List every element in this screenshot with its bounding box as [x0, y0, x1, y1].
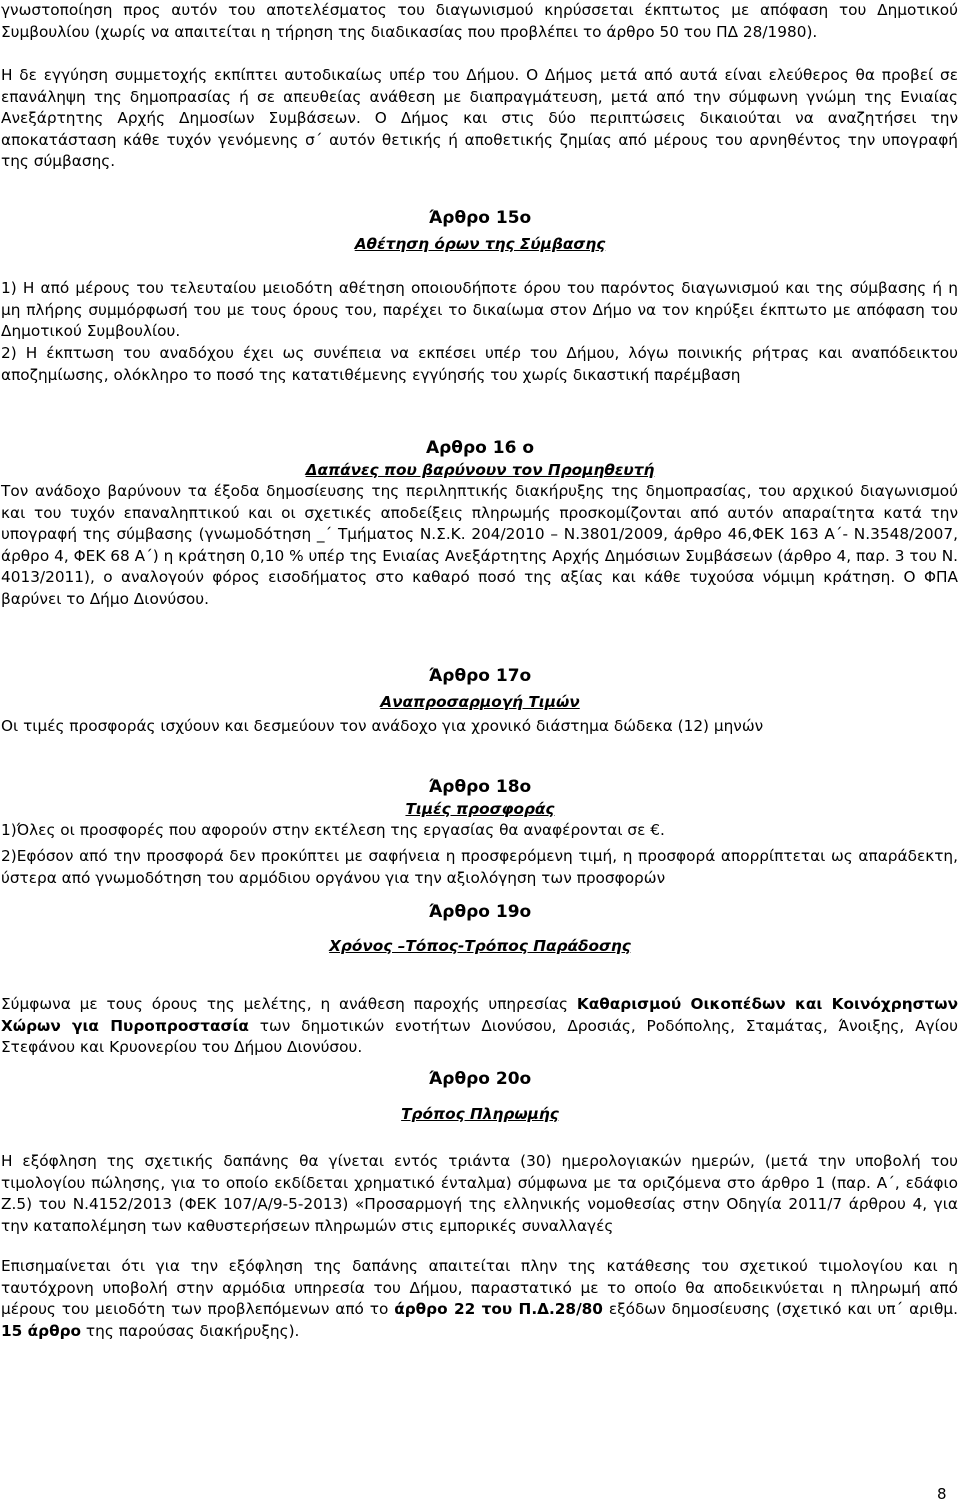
- article-15-title: Άρθρο 15ο: [428, 208, 532, 228]
- article-20-title: Άρθρο 20ο: [428, 1069, 532, 1089]
- article-20-article-reference: 15 άρθρο: [1, 1321, 82, 1340]
- article-20-law-reference: άρθρο 22 του Π.Δ.28/80: [394, 1300, 603, 1318]
- article-20-text-e: της παρούσας διακήρυξης).: [81, 1321, 300, 1340]
- article-18-subtitle: Τιμές προσφοράς: [405, 800, 555, 818]
- article-15-paragraph-2: 2) Η έκπτωση του αναδόχου έχει ως συνέπεια να εκπέσει υπέρ του Δήμου, λόγω ποινικής ρήτρας και αναπόδεικτου αποζημίωσης, ολόκληρο το ποσό της κατατιθέμενης εγγύησής του χωρίς δικαστική παρέμβαση: [1, 344, 958, 384]
- intro-paragraph-1: γνωστοποίηση προς αυτόν του αποτελέσματος του διαγωνισμού κηρύσσεται έκπτωτος με απόφαση του Δημοτικού Συμβουλίου (χωρίς να απαιτείται η τήρηση της διαδικασίας που προβλέπει το άρθρο 50 του ΠΔ 28/1980).: [1, 1, 958, 41]
- article-20-paragraph-1: Η εξόφληση της σχετικής δαπάνης θα γίνεται εντός τριάντα (30) ημερολογιακών ημερών, (μετά την υποβολή του τιμολογίου πώλησης, για το οποίο εκδίδεται χρηματικό ένταλμα) σύμφωνα με τα οριζόμενα στο άρθρο 1 (παρ. Α΄, εδάφιο Ζ.5) του Ν.4152/2013 (ΦΕΚ 107/Α/9-5-2013) «Προσαρμογή της ελληνικής νομοθεσίας στην Οδηγία 2011/7 άρθρου 4, για την καταπολέμηση των καθυστερήσεων πληρωμών στις εμπορικές συναλλαγές: [1, 1152, 958, 1235]
- article-19-service-name: Καθαρισμού Οικοπέδων και Κοινόχρηστων Χώρων για Πυροπροστασία: [1, 995, 958, 1035]
- article-20-text-a: Επισημαίνεται ότι για την εξόφληση της δαπάνης απαιτείται πλην της κατάθεσης του σχετικού τιμολογίου και η ταυτόχρονη υποβολή στην αρμόδια υπηρεσία του Δήμου, παραστατικό με το οποίο θα αποδεικνύεται η πληρωμή από μέρους του μειοδότη των προβλεπόμενων από το: [1, 1257, 958, 1318]
- article-19-subtitle: Χρόνος –Τόπος-Τρόπος Παράδοσης: [329, 937, 631, 955]
- article-20-subtitle: Τρόπος Πληρωμής: [401, 1105, 559, 1123]
- article-19-title: Άρθρο 19ο: [428, 902, 532, 922]
- article-19-paragraph: [1, 994, 958, 1059]
- article-17-subtitle: Αναπροσαρμογή Τιμών: [380, 693, 580, 711]
- article-15-paragraph-1: 1) Η από μέρους του τελευταίου μειοδότη αθέτηση οποιουδήποτε όρου του παρόντος διαγωνισμού και της σύμβασης ή η μη πλήρης συμμόρφωσή του με τους όρους του, παρέχει το δικαίωμα στον Δήμο να τον κηρύξει έκπτωτο με απόφαση του Δημοτικού Συμβουλίου.: [1, 279, 958, 340]
- article-17-title: Άρθρο 17ο: [428, 666, 532, 686]
- article-18-paragraph-1: 1)Όλες οι προσφορές που αφορούν στην εκτέλεση της εργασίας θα αναφέρονται σε €.: [1, 821, 665, 839]
- article-19-text-a: Σύμφωνα με τους όρους της μελέτης, η ανάθεση παροχής υπηρεσίας: [1, 995, 577, 1013]
- intro-paragraph-2: Η δε εγγύηση συμμετοχής εκπίπτει αυτοδικαίως υπέρ του Δήμου. Ο Δήμος μετά από αυτά είναι ελεύθερος θα προβεί σε επανάληψη της δημοπρασίας ή σε απευθείας ανάθεση με διαπραγμάτευση, μετά από την σύμφωνη γνώμη της Ενιαίας Ανεξάρτητης Αρχής Δημοσίων Συμβάσεων. Ο Δήμος και στις δύο περιπτώσεις δικαιούται να αναζητήσει την αποκατάσταση κάθε τυχόν γενόμενης σ΄ αυτόν θετικής ή αποθετικής ζημίας από μέρους του αρνηθέντος την υπογραφή της σύμβασης.: [1, 66, 958, 170]
- article-18-title: Άρθρο 18ο: [428, 777, 532, 797]
- article-15-subtitle: Αθέτηση όρων της Σύμβασης: [354, 235, 606, 253]
- article-16-title: Αρθρο 16 ο: [425, 438, 535, 458]
- article-18-paragraph-2: 2)Εφόσον από την προσφορά δεν προκύπτει με σαφήνεια η προσφερόμενη τιμή, η προσφορά απορρίπτεται ως απαράδεκτη, ύστερα από γνωμοδότηση του αρμόδιου οργάνου για την αξιολόγηση των προσφορών: [1, 847, 958, 887]
- article-19-text-c: των δημοτικών ενοτήτων Διονύσου, Δροσιάς, Ροδόπολης, Σταμάτας, Άνοιξης, Αγίου Στεφάνου και Κρυονερίου του Δήμου Διονύσου.: [1, 1016, 958, 1056]
- article-20-paragraph-2: [1, 1256, 958, 1342]
- article-16-paragraph: Τον ανάδοχο βαρύνουν τα έξοδα δημοσίευσης της περιληπτικής διακήρυξης της δημοπρασίας, του αρχικού διαγωνισμού και του τυχόν επαναληπτικού και οι σχετικές αποδείξεις πληρωμής προσκομίζονται από αυτόν απαραίτητα κατά την υπογραφή της σύμβασης (γνωμοδότηση _΄ Τμήματος Ν.Σ.Κ. 204/2010 – Ν.3801/2009, άρθρο 46,ΦΕΚ 163 Α΄- Ν.3548/2007, άρθρο 4, ΦΕΚ 68 Α΄) η κράτηση 0,10 % υπέρ της Ενιαίας Ανεξάρτητης Αρχής Δημόσιων Συμβάσεων (άρθρο 4, παρ. 3 του Ν. 4013/2011), ο αναλογούν φόρος εισοδήματος στο καθαρό ποσό της αξίας και κάθε τυχούσα νόμιμη κράτηση. Ο ΦΠΑ βαρύνει το Δήμο Διονύσου.: [1, 482, 958, 608]
- article-17-paragraph: Οι τιμές προσφοράς ισχύουν και δεσμεύουν τον ανάδοχο για χρονικό διάστημα δώδεκα (12) μηνών: [1, 717, 764, 735]
- article-20-text-c: εξόδων δημοσίευσης (σχετικό και υπ΄ αριθμ.: [602, 1300, 958, 1318]
- article-16-subtitle: Δαπάνες που βαρύνουν τον Προμηθευτή: [305, 461, 655, 479]
- page-number: 8: [937, 1485, 947, 1503]
